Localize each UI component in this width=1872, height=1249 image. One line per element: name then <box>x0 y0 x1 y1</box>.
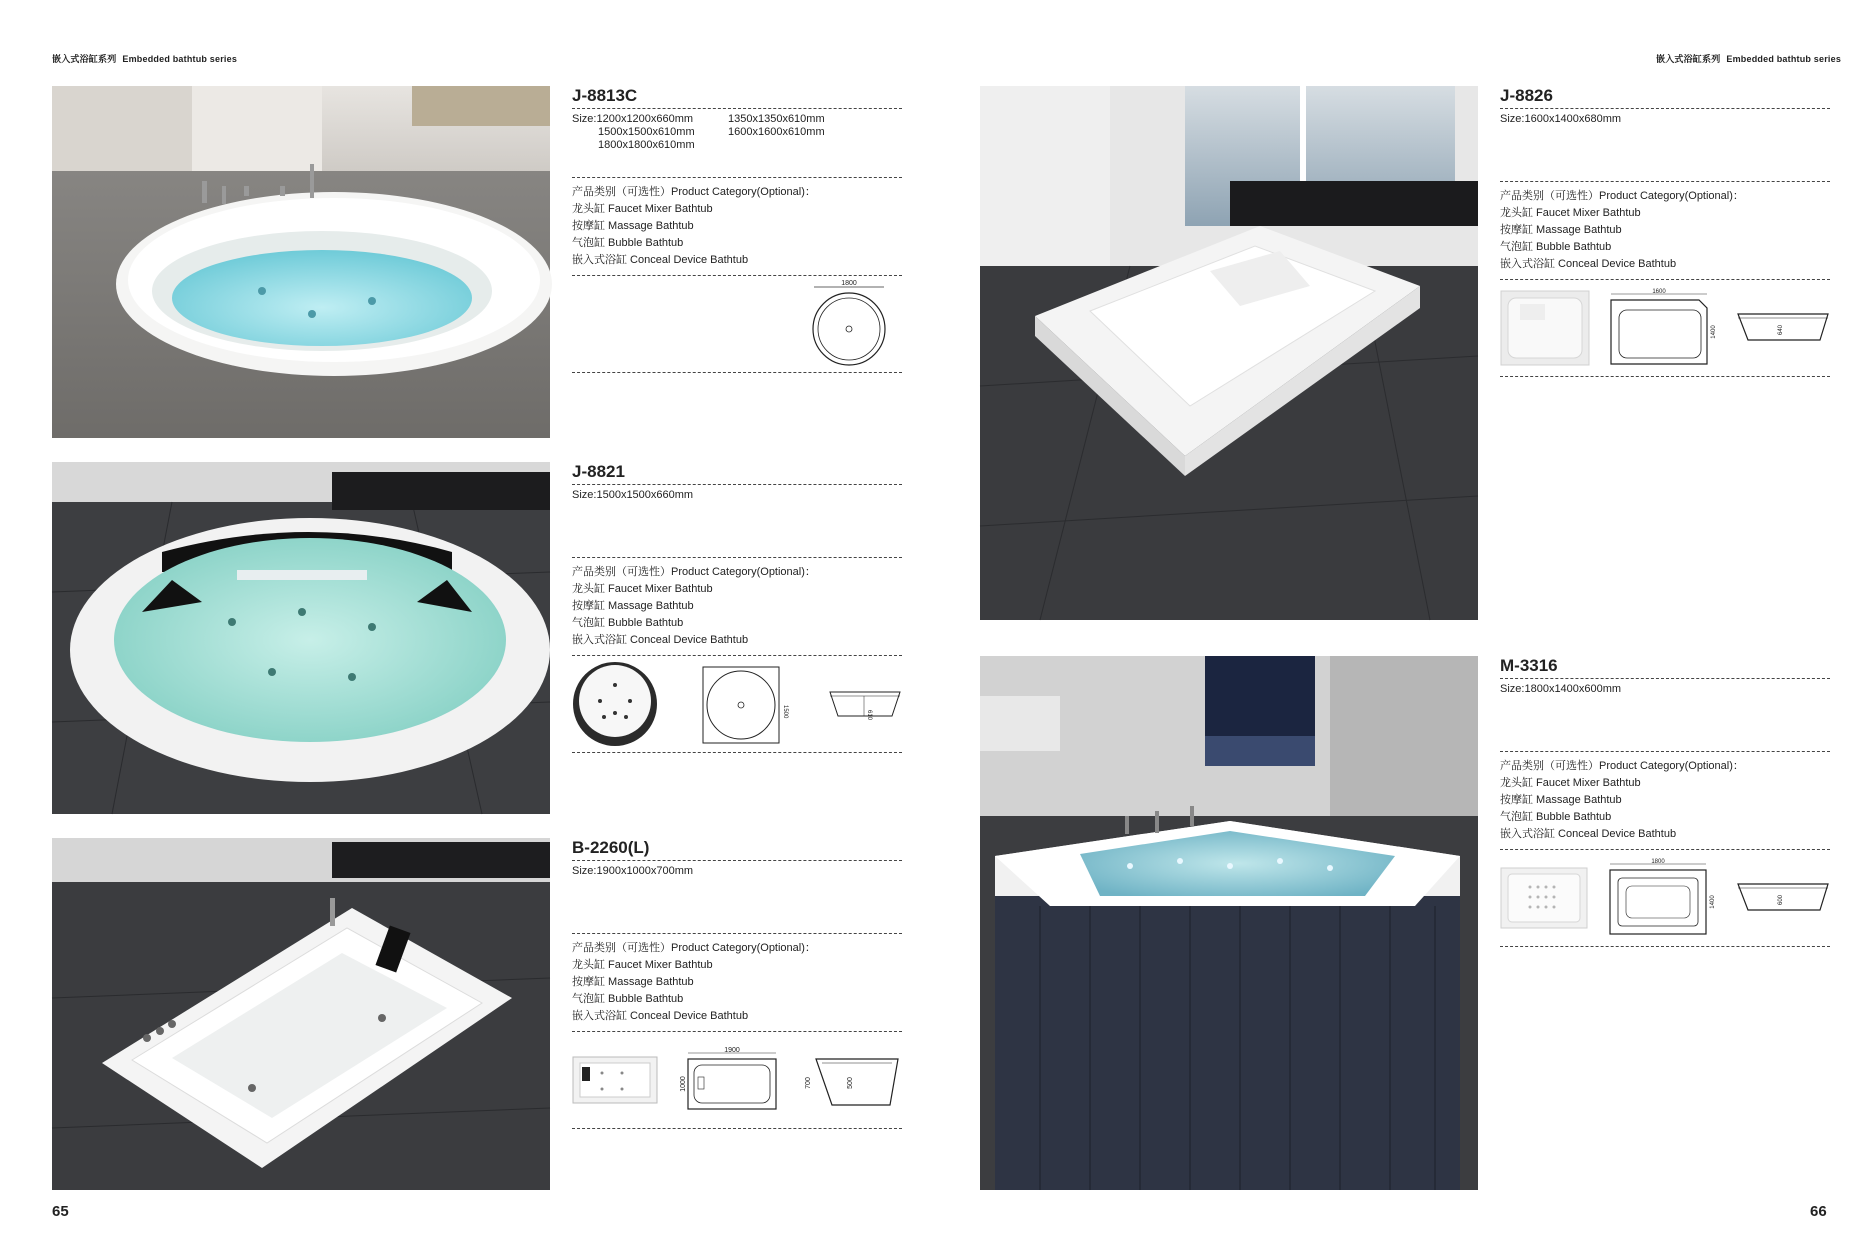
size-value: 1600x1400x680mm <box>1524 113 1622 125</box>
size-label: Size: <box>572 113 597 125</box>
running-header-left <box>52 52 237 65</box>
running-header-right <box>1656 52 1841 65</box>
drawing-dimension: 1600 <box>1652 289 1666 295</box>
category-list <box>1500 182 1830 273</box>
drawing-dimension: 600 <box>1778 894 1784 906</box>
product-thumbnail <box>572 661 658 747</box>
category-item: 嵌入式浴缸 Conceal Device Bathtub <box>572 254 749 266</box>
drawings <box>572 1032 902 1128</box>
drawing-dimension: 1800 <box>841 280 857 287</box>
category-heading: 产品类别（可选性）Product Category(Optional)： <box>1500 190 1744 202</box>
category-item: 嵌入式浴缸 Conceal Device Bathtub <box>572 1010 749 1022</box>
page-number-right: 66 <box>1810 1203 1827 1220</box>
size-value: 1800x1800x610mm <box>598 139 695 151</box>
category-item: 按摩缸 Massage Bathtub <box>572 976 694 988</box>
plan-drawing <box>804 279 894 369</box>
elevation-drawing <box>828 684 902 724</box>
size-label: Size: <box>572 489 597 501</box>
size-list <box>1500 679 1830 696</box>
category-heading: 产品类别（可选性）Product Category(Optional)： <box>572 566 816 578</box>
category-item: 按摩缸 Massage Bathtub <box>1500 794 1622 806</box>
plan-drawing <box>680 1047 780 1113</box>
size-list <box>572 485 902 502</box>
category-item: 嵌入式浴缸 Conceal Device Bathtub <box>1500 258 1677 270</box>
category-list <box>1500 752 1830 843</box>
elevation-drawing <box>802 1047 902 1113</box>
drawing-dimension: 1500 <box>782 705 788 719</box>
size-list <box>572 109 902 152</box>
size-value: 1500x1500x660mm <box>596 489 694 501</box>
category-item: 按摩缸 Massage Bathtub <box>572 220 694 232</box>
size-value: 1800x1400x600mm <box>1524 683 1622 695</box>
category-item: 龙头缸 Faucet Mixer Bathtub <box>572 959 713 971</box>
drawing-dimension: 700 <box>805 1077 812 1089</box>
drawing-dimension: 1800 <box>1651 859 1665 865</box>
elevation-drawing <box>1736 878 1830 918</box>
size-label: Size: <box>1500 113 1525 125</box>
category-list <box>572 178 902 269</box>
category-item: 龙头缸 Faucet Mixer Bathtub <box>572 583 713 595</box>
product-photo-b2260l <box>52 838 550 1190</box>
divider <box>572 372 902 373</box>
category-item: 按摩缸 Massage Bathtub <box>572 600 694 612</box>
drawing-dimension: 640 <box>1778 324 1784 336</box>
drawings <box>1500 850 1830 946</box>
plan-drawing <box>1606 858 1718 938</box>
divider <box>1500 376 1830 377</box>
drawing-dimension: 1400 <box>1711 325 1717 339</box>
category-item: 气泡缸 Bubble Bathtub <box>572 993 684 1005</box>
category-list <box>572 558 902 649</box>
drawing-dimension: 1000 <box>680 1076 687 1092</box>
category-heading: 产品类别（可选性）Product Category(Optional)： <box>572 942 816 954</box>
size-list <box>1500 109 1830 126</box>
category-item: 气泡缸 Bubble Bathtub <box>572 617 684 629</box>
drawings <box>1500 280 1830 376</box>
product-info-j8826 <box>1500 86 1830 377</box>
size-label: Size: <box>1500 683 1525 695</box>
header-en: Embedded bathtub series <box>1726 54 1842 64</box>
product-thumbnail <box>1500 867 1588 929</box>
product-info-j8813c <box>572 86 902 373</box>
category-item: 龙头缸 Faucet Mixer Bathtub <box>1500 207 1641 219</box>
drawing-dimension: 610 <box>866 710 872 721</box>
product-model: J-8813C <box>572 86 638 105</box>
drawing-dimension: 1400 <box>1710 895 1716 909</box>
category-item: 龙头缸 Faucet Mixer Bathtub <box>1500 777 1641 789</box>
product-photo-m3316 <box>980 656 1478 1190</box>
category-item: 按摩缸 Massage Bathtub <box>1500 224 1622 236</box>
header-cn: 嵌入式浴缸系列 <box>52 54 117 64</box>
header-en: Embedded bathtub series <box>122 54 238 64</box>
size-value: 1350x1350x610mm <box>728 113 825 125</box>
product-model: M-3316 <box>1500 656 1558 675</box>
category-list <box>572 934 902 1025</box>
header-cn: 嵌入式浴缸系列 <box>1656 54 1721 64</box>
product-info-m3316 <box>1500 656 1830 947</box>
category-heading: 产品类别（可选性）Product Category(Optional)： <box>572 186 816 198</box>
size-value: 1900x1000x700mm <box>596 865 694 877</box>
product-info-b2260l <box>572 838 902 1129</box>
product-model: J-8821 <box>572 462 625 481</box>
drawing-dimension: 1900 <box>724 1047 740 1054</box>
plan-drawing <box>700 661 786 747</box>
product-thumbnail <box>1500 290 1590 366</box>
category-item: 嵌入式浴缸 Conceal Device Bathtub <box>1500 828 1677 840</box>
product-photo-j8821 <box>52 462 550 814</box>
category-item: 气泡缸 Bubble Bathtub <box>1500 241 1612 253</box>
divider <box>572 752 902 753</box>
page-number-left: 65 <box>52 1203 69 1220</box>
category-item: 气泡缸 Bubble Bathtub <box>1500 811 1612 823</box>
size-value: 1500x1500x610mm <box>598 126 695 138</box>
product-model: B-2260(L) <box>572 838 650 857</box>
divider <box>572 1128 902 1129</box>
size-list <box>572 861 902 878</box>
category-item: 嵌入式浴缸 Conceal Device Bathtub <box>572 634 749 646</box>
drawings <box>572 656 902 752</box>
category-item: 气泡缸 Bubble Bathtub <box>572 237 684 249</box>
size-label: Size: <box>572 865 597 877</box>
product-thumbnail <box>572 1053 658 1107</box>
drawings <box>572 276 902 372</box>
category-heading: 产品类别（可选性）Product Category(Optional)： <box>1500 760 1744 772</box>
category-item: 龙头缸 Faucet Mixer Bathtub <box>572 203 713 215</box>
plan-drawing <box>1607 288 1719 368</box>
size-value: 1200x1200x660mm <box>596 113 694 125</box>
product-model: J-8826 <box>1500 86 1553 105</box>
product-photo-j8826 <box>980 86 1478 620</box>
elevation-drawing <box>1736 308 1830 348</box>
drawing-dimension: 500 <box>847 1077 854 1089</box>
size-value: 1600x1600x610mm <box>728 126 825 138</box>
product-photo-j8813c <box>52 86 550 438</box>
product-info-j8821 <box>572 462 902 753</box>
divider <box>1500 946 1830 947</box>
